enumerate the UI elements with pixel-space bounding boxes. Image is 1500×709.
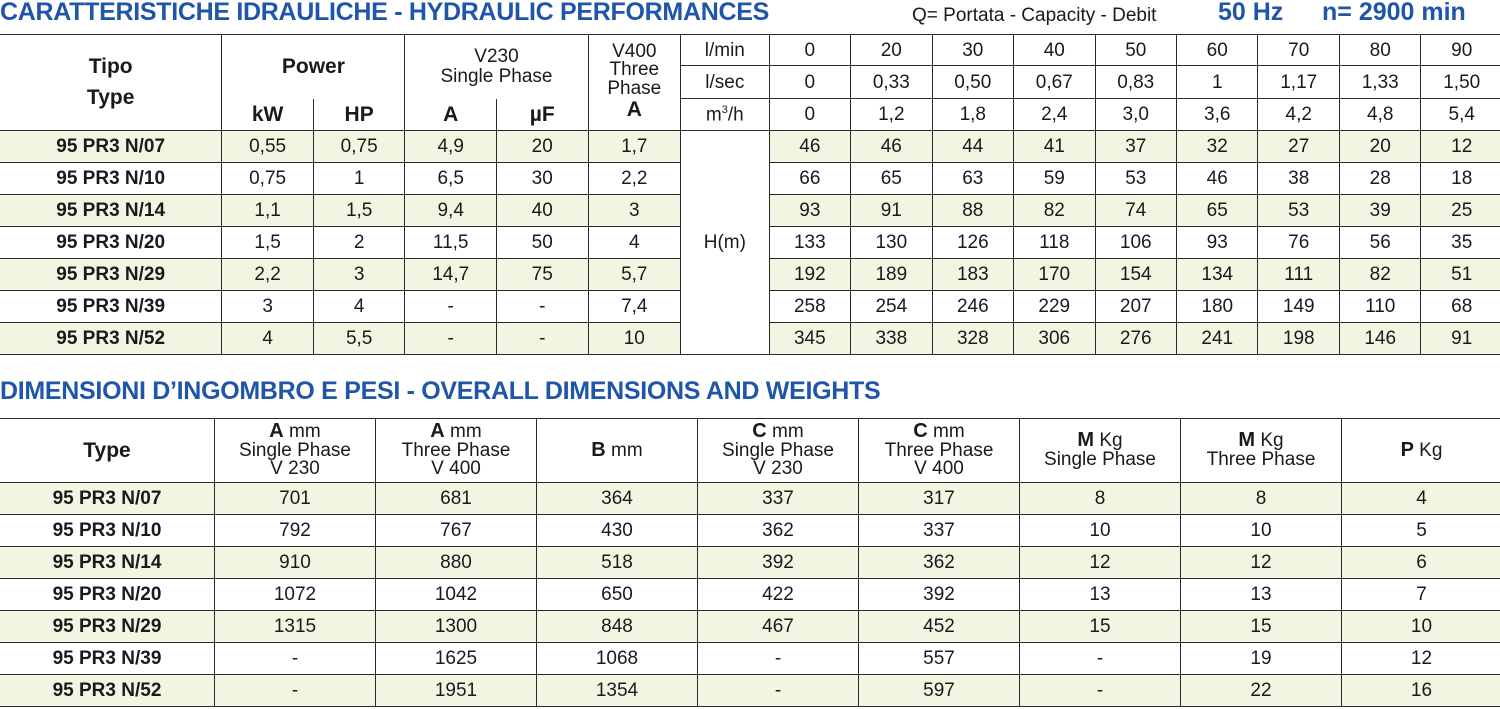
- hp-header: HP: [313, 99, 405, 131]
- a-three-volt: V 400: [431, 458, 481, 480]
- dimension-value: 19: [1181, 643, 1342, 675]
- head-value: 37: [1095, 131, 1176, 163]
- flow-m3h-value: 4,2: [1258, 99, 1339, 131]
- dimension-value: 362: [859, 547, 1020, 579]
- dimension-value: 880: [376, 547, 537, 579]
- head-value: 35: [1421, 227, 1500, 259]
- cell-kw: 3: [222, 291, 314, 323]
- head-value: 154: [1095, 259, 1176, 291]
- dimensions-title: DIMENSIONI D’INGOMBRO E PESI - OVERALL DIMENSIONS AND WEIGHTS: [0, 377, 881, 405]
- type-label: Type: [86, 85, 135, 109]
- head-value: 65: [1177, 195, 1258, 227]
- p-letter: P: [1400, 438, 1414, 461]
- pump-type: 95 PR3 N/29: [0, 611, 215, 643]
- flow-m3h-value: 3,6: [1177, 99, 1258, 131]
- head-value: 110: [1339, 291, 1420, 323]
- head-value: 12: [1421, 131, 1500, 163]
- dimensions-row: [0, 515, 1500, 547]
- flow-m3h-value: 2,4: [1014, 99, 1095, 131]
- dimension-value: 1300: [376, 611, 537, 643]
- dimensions-row: [0, 611, 1500, 643]
- dimensions-row: [0, 547, 1500, 579]
- c-three-header: [859, 419, 1020, 483]
- uf-header: µF: [496, 99, 588, 131]
- head-value: 93: [1177, 227, 1258, 259]
- cell-a400: 2,2: [588, 163, 681, 195]
- type-header: [0, 35, 222, 131]
- head-value: 170: [1014, 259, 1095, 291]
- m-single-unit: Kg: [1094, 430, 1123, 452]
- flow-lsec-value: 0: [769, 66, 850, 99]
- m-three-phase: Three Phase: [1206, 449, 1316, 470]
- flow-lmin-value: 70: [1258, 35, 1339, 66]
- pump-type: 95 PR3 N/07: [0, 483, 215, 515]
- amp400-header: A: [588, 99, 681, 131]
- flow-m3h-value: 4,8: [1339, 99, 1420, 131]
- dimension-value: 1315: [215, 611, 376, 643]
- head-value: 345: [769, 323, 850, 355]
- dimension-value: 362: [698, 515, 859, 547]
- dimension-value: -: [1020, 675, 1181, 707]
- head-value: 27: [1258, 131, 1339, 163]
- m-three-unit: Kg: [1255, 430, 1284, 452]
- cell-hp: 2: [313, 227, 405, 259]
- head-value: 180: [1177, 291, 1258, 323]
- dimensions-row: [0, 483, 1500, 515]
- head-value: 46: [769, 131, 850, 163]
- m-single-letter: M: [1077, 429, 1095, 452]
- hydraulic-title: CARATTERISTICHE IDRAULICHE - HYDRAULIC PERFORMANCES: [0, 0, 769, 26]
- dimension-value: 467: [698, 611, 859, 643]
- dimensions-row: [0, 579, 1500, 611]
- dimension-value: 22: [1181, 675, 1342, 707]
- a-single-letter: A: [269, 420, 284, 443]
- flow-lmin-value: 0: [769, 35, 850, 66]
- cell-a400: 5,7: [588, 259, 681, 291]
- head-value: 63: [932, 163, 1013, 195]
- kw-header: kW: [222, 99, 314, 131]
- head-value: 189: [851, 259, 932, 291]
- cell-a230: -: [405, 323, 497, 355]
- head-value: 146: [1339, 323, 1420, 355]
- b-unit: mm: [605, 439, 643, 461]
- cell-uf: 50: [496, 227, 588, 259]
- frequency: 50 Hz: [1218, 0, 1284, 26]
- head-value: 328: [932, 323, 1013, 355]
- head-value: 111: [1258, 259, 1339, 291]
- dimension-value: 422: [698, 579, 859, 611]
- head-value: 51: [1421, 259, 1500, 291]
- m-single-header: [1020, 419, 1181, 483]
- tipo-label: Tipo: [88, 55, 133, 79]
- dimension-value: 767: [376, 515, 537, 547]
- dimension-value: 848: [537, 611, 698, 643]
- pump-type: 95 PR3 N/29: [0, 259, 222, 291]
- head-value: 25: [1421, 195, 1500, 227]
- a-three-header: [376, 419, 537, 483]
- cell-hp: 5,5: [313, 323, 405, 355]
- head-label: H(m): [681, 131, 770, 355]
- flow-lmin-value: 90: [1421, 35, 1500, 66]
- head-value: 18: [1421, 163, 1500, 195]
- cell-kw: 0,55: [222, 131, 314, 163]
- dimensions-table: [0, 418, 1500, 707]
- head-value: 93: [769, 195, 850, 227]
- amp-header: A: [405, 99, 497, 131]
- cell-a230: 4,9: [405, 131, 497, 163]
- dimension-value: -: [698, 643, 859, 675]
- m3h-sup: 3: [721, 103, 728, 116]
- dimension-value: 10: [1181, 515, 1342, 547]
- dimension-value: 392: [859, 579, 1020, 611]
- dimensions-row: [0, 643, 1500, 675]
- v230-header: [405, 35, 588, 99]
- head-value: 82: [1014, 195, 1095, 227]
- v400-header: [588, 35, 681, 99]
- cell-uf: 40: [496, 195, 588, 227]
- dimension-value: 1951: [376, 675, 537, 707]
- head-value: 198: [1258, 323, 1339, 355]
- dimension-value: 650: [537, 579, 698, 611]
- head-value: 133: [769, 227, 850, 259]
- dimension-value: 12: [1181, 547, 1342, 579]
- cell-a400: 10: [588, 323, 681, 355]
- cell-a400: 1,7: [588, 131, 681, 163]
- v230-label: V230: [474, 45, 519, 67]
- c-single-header: [698, 419, 859, 483]
- dimension-value: 6: [1342, 547, 1500, 579]
- cell-hp: 1,5: [313, 195, 405, 227]
- capacity-note: Q= Portata - Capacity - Debit: [912, 5, 1157, 26]
- a-single-unit: mm: [283, 421, 321, 443]
- flow-m3h-value: 3,0: [1095, 99, 1176, 131]
- pump-type: 95 PR3 N/07: [0, 131, 222, 163]
- c-single-volt: V 230: [753, 458, 803, 480]
- dimension-value: 701: [215, 483, 376, 515]
- dimension-value: -: [698, 675, 859, 707]
- head-value: 59: [1014, 163, 1095, 195]
- head-value: 56: [1339, 227, 1420, 259]
- flow-lmin-value: 80: [1339, 35, 1420, 66]
- head-value: 106: [1095, 227, 1176, 259]
- dimension-value: 1068: [537, 643, 698, 675]
- dimension-value: 12: [1342, 643, 1500, 675]
- flow-m3h-value: 1,8: [932, 99, 1013, 131]
- lmin-label: l/min: [681, 35, 770, 66]
- m3h-tail: /h: [727, 104, 744, 126]
- cell-uf: -: [496, 323, 588, 355]
- dimension-value: 4: [1342, 483, 1500, 515]
- head-value: 28: [1339, 163, 1420, 195]
- three-label: Three: [609, 59, 660, 81]
- pump-type: 95 PR3 N/20: [0, 579, 215, 611]
- b-letter: B: [591, 438, 606, 461]
- m-three-header: [1181, 419, 1342, 483]
- c-three-letter: C: [913, 420, 928, 443]
- head-value: 118: [1014, 227, 1095, 259]
- dim-type-header: Type: [0, 419, 215, 483]
- head-value: 241: [1177, 323, 1258, 355]
- head-value: 246: [932, 291, 1013, 323]
- dimensions-row: [0, 675, 1500, 707]
- flow-lsec-value: 1,17: [1258, 66, 1339, 99]
- head-value: 46: [1177, 163, 1258, 195]
- head-value: 38: [1258, 163, 1339, 195]
- cell-uf: 20: [496, 131, 588, 163]
- dimension-value: 15: [1181, 611, 1342, 643]
- cell-hp: 1: [313, 163, 405, 195]
- cell-a230: 11,5: [405, 227, 497, 259]
- c-single-unit: mm: [766, 421, 804, 443]
- pump-type: 95 PR3 N/10: [0, 163, 222, 195]
- dimension-value: 5: [1342, 515, 1500, 547]
- pump-type: 95 PR3 N/39: [0, 643, 215, 675]
- cell-kw: 4: [222, 323, 314, 355]
- pump-type: 95 PR3 N/20: [0, 227, 222, 259]
- dimension-value: -: [1020, 643, 1181, 675]
- cell-kw: 0,75: [222, 163, 314, 195]
- cell-kw: 1,1: [222, 195, 314, 227]
- head-value: 254: [851, 291, 932, 323]
- cell-a230: -: [405, 291, 497, 323]
- dimension-value: 15: [1020, 611, 1181, 643]
- m-single-phase: Single Phase: [1044, 449, 1156, 470]
- c-single-phase: Single Phase: [722, 439, 834, 461]
- dimension-value: 792: [215, 515, 376, 547]
- flow-lmin-value: 40: [1014, 35, 1095, 66]
- pump-type: 95 PR3 N/39: [0, 291, 222, 323]
- head-value: 134: [1177, 259, 1258, 291]
- lsec-label: l/sec: [681, 66, 770, 99]
- dimension-value: -: [215, 675, 376, 707]
- speed: n= 2900 min: [1322, 0, 1466, 26]
- flow-lmin-value: 20: [851, 35, 932, 66]
- head-value: 276: [1095, 323, 1176, 355]
- dimension-value: 452: [859, 611, 1020, 643]
- pump-type: 95 PR3 N/14: [0, 547, 215, 579]
- a-single-header: [215, 419, 376, 483]
- pump-type: 95 PR3 N/14: [0, 195, 222, 227]
- flow-lsec-value: 0,50: [932, 66, 1013, 99]
- dimension-value: 392: [698, 547, 859, 579]
- head-value: 65: [851, 163, 932, 195]
- pump-type: 95 PR3 N/52: [0, 323, 222, 355]
- dimension-value: 10: [1020, 515, 1181, 547]
- flow-lsec-value: 1,50: [1421, 66, 1500, 99]
- head-value: 46: [851, 131, 932, 163]
- dimension-value: 8: [1020, 483, 1181, 515]
- head-value: 130: [851, 227, 932, 259]
- dimension-value: 1072: [215, 579, 376, 611]
- dimension-value: 16: [1342, 675, 1500, 707]
- cell-a400: 4: [588, 227, 681, 259]
- a-three-unit: mm: [444, 421, 482, 443]
- b-header: [537, 419, 698, 483]
- head-value: 338: [851, 323, 932, 355]
- flow-lsec-value: 1: [1177, 66, 1258, 99]
- c-three-unit: mm: [927, 421, 965, 443]
- m3h-base: m: [705, 104, 722, 126]
- head-value: 20: [1339, 131, 1420, 163]
- dimension-value: 910: [215, 547, 376, 579]
- cell-a400: 7,4: [588, 291, 681, 323]
- dimension-value: 7: [1342, 579, 1500, 611]
- head-value: 82: [1339, 259, 1420, 291]
- head-value: 74: [1095, 195, 1176, 227]
- a-single-volt: V 230: [270, 458, 320, 480]
- dimension-value: 364: [537, 483, 698, 515]
- dimension-value: 518: [537, 547, 698, 579]
- a-three-phase: Three Phase: [401, 439, 511, 461]
- dimension-value: 1354: [537, 675, 698, 707]
- head-value: 258: [769, 291, 850, 323]
- cell-hp: 3: [313, 259, 405, 291]
- phase-label: Phase: [607, 77, 662, 99]
- a-three-letter: A: [430, 420, 445, 443]
- hydraulic-table: [0, 34, 1500, 355]
- cell-a400: 3: [588, 195, 681, 227]
- single-phase-label: Single Phase: [440, 65, 553, 87]
- cell-uf: 75: [496, 259, 588, 291]
- v400-label: V400: [612, 40, 657, 62]
- head-value: 88: [932, 195, 1013, 227]
- head-value: 229: [1014, 291, 1095, 323]
- cell-kw: 1,5: [222, 227, 314, 259]
- dimension-value: 597: [859, 675, 1020, 707]
- head-value: 53: [1095, 163, 1176, 195]
- dimension-value: 13: [1181, 579, 1342, 611]
- dimension-value: 337: [859, 515, 1020, 547]
- cell-uf: 30: [496, 163, 588, 195]
- cell-kw: 2,2: [222, 259, 314, 291]
- flow-lmin-value: 60: [1177, 35, 1258, 66]
- power-header: Power: [222, 35, 405, 99]
- dimension-value: 1625: [376, 643, 537, 675]
- dimension-value: 13: [1020, 579, 1181, 611]
- head-value: 32: [1177, 131, 1258, 163]
- m-three-letter: M: [1238, 429, 1256, 452]
- head-value: 41: [1014, 131, 1095, 163]
- c-three-volt: V 400: [914, 458, 964, 480]
- head-value: 68: [1421, 291, 1500, 323]
- pump-type: 95 PR3 N/52: [0, 675, 215, 707]
- flow-lsec-value: 1,33: [1339, 66, 1420, 99]
- cell-a230: 6,5: [405, 163, 497, 195]
- c-three-phase: Three Phase: [884, 439, 994, 461]
- pump-type: 95 PR3 N/10: [0, 515, 215, 547]
- flow-lmin-value: 30: [932, 35, 1013, 66]
- dimension-value: 1042: [376, 579, 537, 611]
- head-value: 66: [769, 163, 850, 195]
- dimension-value: 557: [859, 643, 1020, 675]
- head-value: 91: [851, 195, 932, 227]
- flow-lsec-value: 0,67: [1014, 66, 1095, 99]
- dimension-value: 681: [376, 483, 537, 515]
- dimension-value: 12: [1020, 547, 1181, 579]
- m3h-label: [681, 99, 770, 131]
- c-single-letter: C: [752, 420, 767, 443]
- head-value: 306: [1014, 323, 1095, 355]
- dimension-value: 8: [1181, 483, 1342, 515]
- head-value: 126: [932, 227, 1013, 259]
- cell-uf: -: [496, 291, 588, 323]
- a-single-phase: Single Phase: [239, 439, 351, 461]
- flow-lmin-value: 50: [1095, 35, 1176, 66]
- cell-hp: 4: [313, 291, 405, 323]
- flow-m3h-value: 0: [769, 99, 850, 131]
- head-value: 207: [1095, 291, 1176, 323]
- p-header: [1342, 419, 1500, 483]
- cell-hp: 0,75: [313, 131, 405, 163]
- head-value: 39: [1339, 195, 1420, 227]
- hydraulic-row: [0, 131, 1500, 163]
- head-value: 76: [1258, 227, 1339, 259]
- head-value: 91: [1421, 323, 1500, 355]
- dimension-value: 10: [1342, 611, 1500, 643]
- cell-a230: 14,7: [405, 259, 497, 291]
- dimension-value: 337: [698, 483, 859, 515]
- head-value: 53: [1258, 195, 1339, 227]
- head-value: 192: [769, 259, 850, 291]
- flow-m3h-value: 1,2: [851, 99, 932, 131]
- flow-lsec-value: 0,33: [851, 66, 932, 99]
- flow-m3h-value: 5,4: [1421, 99, 1500, 131]
- cell-a230: 9,4: [405, 195, 497, 227]
- head-value: 183: [932, 259, 1013, 291]
- dimension-value: 430: [537, 515, 698, 547]
- dimension-value: 317: [859, 483, 1020, 515]
- flow-lsec-value: 0,83: [1095, 66, 1176, 99]
- head-value: 149: [1258, 291, 1339, 323]
- p-unit: Kg: [1413, 439, 1443, 461]
- head-value: 44: [932, 131, 1013, 163]
- dimension-value: -: [215, 643, 376, 675]
